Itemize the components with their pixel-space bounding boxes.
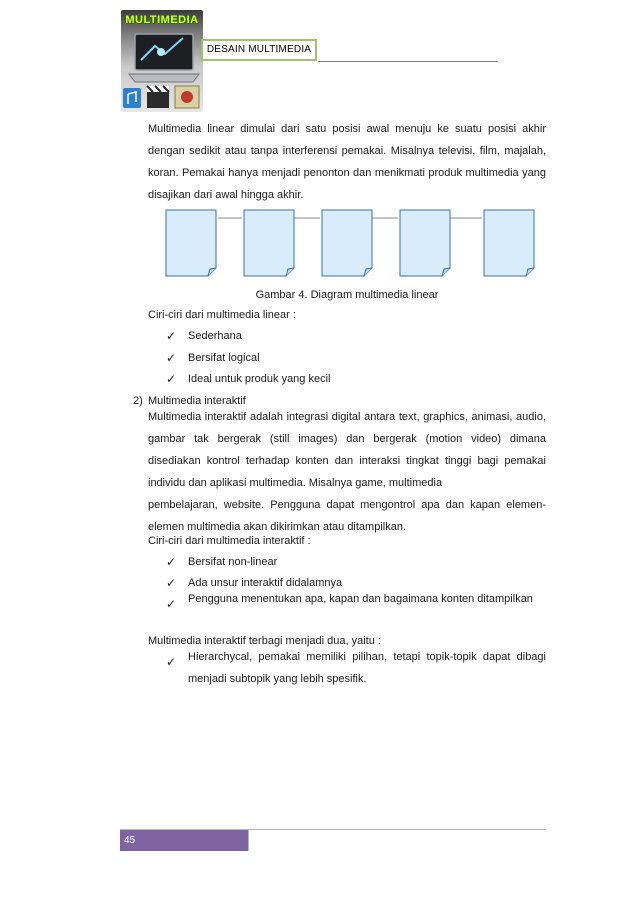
interactive-paragraph-2: pembelajaran, website. Pengguna dapat mengontrol apa dan kapan elemen-elemen multimedia akan dikirimkan atau ditampilkan. [148, 499, 546, 533]
interactive-item: Ada unsur interaktif didalamnya [188, 577, 343, 589]
interactive-item: Pengguna menentukan apa, kapan dan bagaimana konten ditampilkan [188, 593, 533, 605]
header-rule [318, 61, 498, 62]
interactive-paragraph-1: Multimedia interaktif adalah integrasi digital antara text, graphics, animasi, audio, gambar tak bergerak (still images) dan bergerak (motion video) dimana disediakan kontrol terhadap konten dan interaksi tingkat tinggi bagi pemakai individu dan aplikasi multimedia. Misalnya game, multimedia [148, 411, 546, 489]
diagram-page-3 [322, 210, 372, 276]
linear-diagram [160, 206, 540, 282]
linear-heading: Ciri-ciri dari multimedia linear : [148, 309, 296, 321]
linear-item: Ideal untuk produk yang kecil [188, 373, 331, 385]
section-title: Multimedia interaktif [148, 395, 246, 407]
split-item: Hierarchycal, pemakai memiliki pilihan, tetapi topik-topik dapat dibagi menjadi subtopik yang lebih spesifik. [188, 651, 546, 685]
section-label: DESAIN MULTIMEDIA [201, 39, 317, 61]
multimedia-logo [121, 10, 203, 112]
check-icon: ✓ [166, 597, 177, 611]
diagram-page-1 [166, 210, 216, 276]
linear-item: Bersifat logical [188, 352, 260, 364]
diagram-page-2 [244, 210, 294, 276]
split-intro: Multimedia interaktif terbagi menjadi dua, yaitu : [148, 635, 381, 647]
check-icon: ✓ [166, 555, 177, 569]
section-number: 2) [133, 395, 143, 407]
page-number: 45 [120, 830, 248, 851]
check-icon: ✓ [166, 372, 177, 386]
footer-divider [248, 830, 249, 851]
diagram-page-4 [400, 210, 450, 276]
logo-title: MULTIMEDIA [125, 14, 199, 26]
check-icon: ✓ [166, 576, 177, 590]
diagram-page-5 [484, 210, 534, 276]
linear-item: Sederhana [188, 330, 242, 342]
check-icon: ✓ [166, 329, 177, 343]
check-icon: ✓ [166, 351, 177, 365]
figure-caption: Gambar 4. Diagram multimedia linear [255, 289, 439, 301]
interactive-item: Bersifat non-linear [188, 556, 278, 568]
intro-paragraph: Multimedia linear dimulai dari satu posisi awal menuju ke suatu posisi akhir dengan sedikit atau tanpa interferensi pemakai. Misalnya televisi, film, majalah, koran. Pemakai hanya menjadi penonton dan menikmati produk multimedia yang disajikan dari awal hingga akhir. [148, 123, 546, 201]
interactive-heading: Ciri-ciri dari multimedia interaktif : [148, 535, 311, 547]
check-icon: ✓ [166, 655, 177, 669]
